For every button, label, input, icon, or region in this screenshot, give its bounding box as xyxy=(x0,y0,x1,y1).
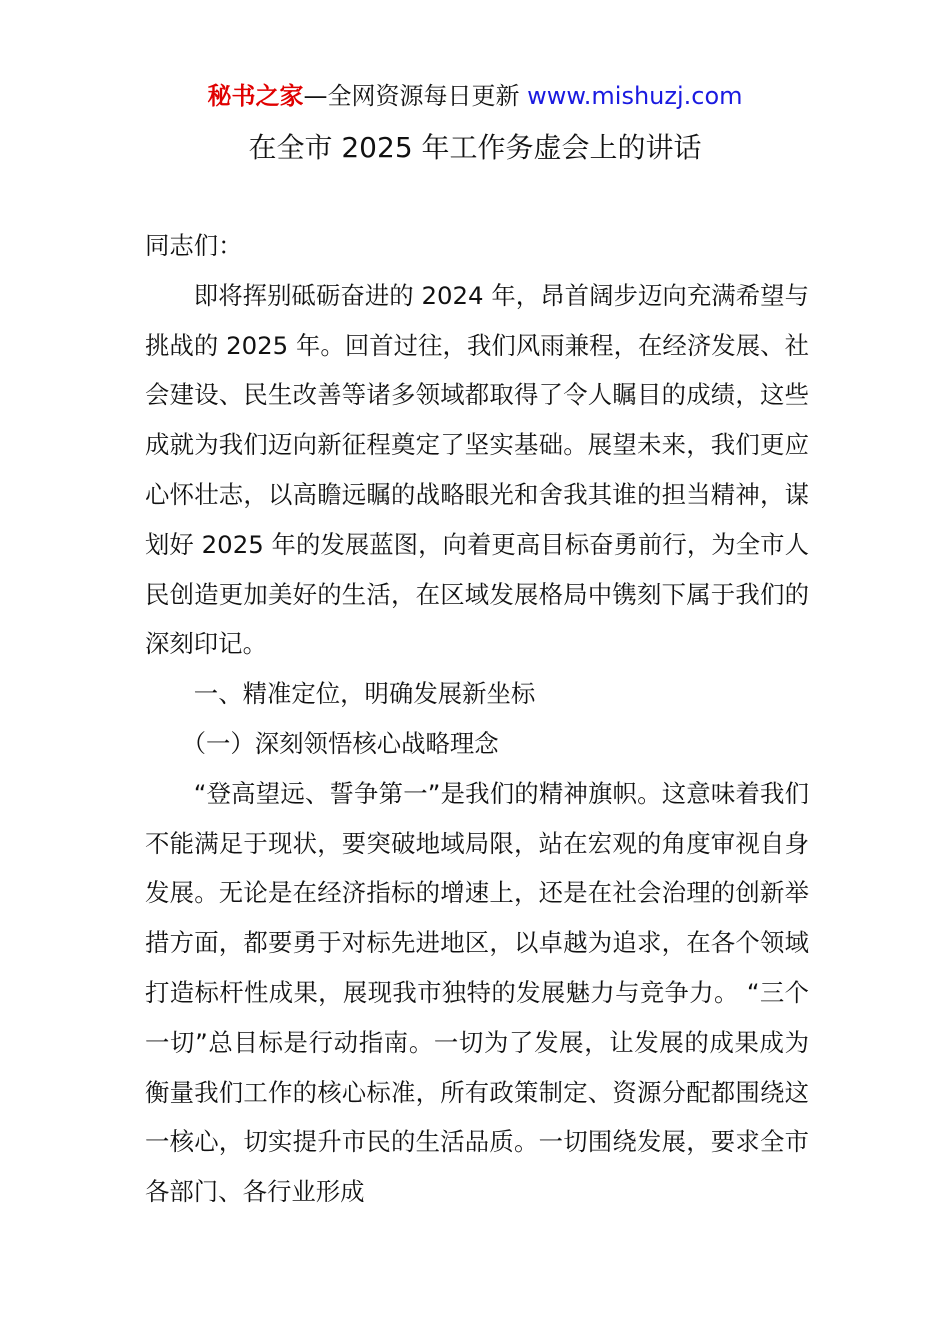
site-url-link[interactable]: www.mishuzj.com xyxy=(527,82,743,110)
site-header xyxy=(0,78,950,114)
brand-name: 秘书之家 xyxy=(207,82,304,110)
intro-paragraph: 即将挥别砥砺奋进的 2024 年，昂首阔步迈向充满希望与挑战的 2025 年。回首过往，我们风雨兼程，在经济发展、社会建设、民生改善等诸多领域都取得了令人瞩目的成绩，这些成就为我们迈向新征程奠定了坚实基础。展望未来，我们更应心怀壮志，以高瞻远瞩的战略眼光和舍我其谁的担当精神，谋划好 2025 年的发展蓝图，向着更高目标奋勇前行，为全市人民创造更加美好的生活，在区域发展格局中镌刻下属于我们的深刻印记。 xyxy=(145,280,809,659)
body-paragraph: “登高望远、誓争第一”是我们的精神旗帜。这意味着我们不能满足于现状，要突破地域局限，站在宏观的角度审视自身发展。无论是在经济指标的增速上，还是在社会治理的创新举措方面，都要勇于对标先进地区，以卓越为追求，在各个领域打造标杆性成果，展现我市独特的发展魅力与竞争力。 “三个一切”总目标是行动指南。一切为了发展，让发展的成果成为衡量我们工作的核心标准，所有政策制定、资源分配都围绕这一核心，切实提升市民的生活品质。一切围绕发展，要求全市各部门、各行业形成 xyxy=(145,778,809,1207)
document-title: 在全市 2025 年工作务虚会上的讲话 xyxy=(248,131,702,164)
header-tagline: —全网资源每日更新 xyxy=(303,82,528,110)
document-body xyxy=(145,221,809,1217)
section-heading: 一、精准定位，明确发展新坐标 xyxy=(193,679,536,709)
subsection-heading: （一）深刻领悟核心战略理念 xyxy=(181,728,499,758)
salutation: 同志们： xyxy=(145,231,243,260)
